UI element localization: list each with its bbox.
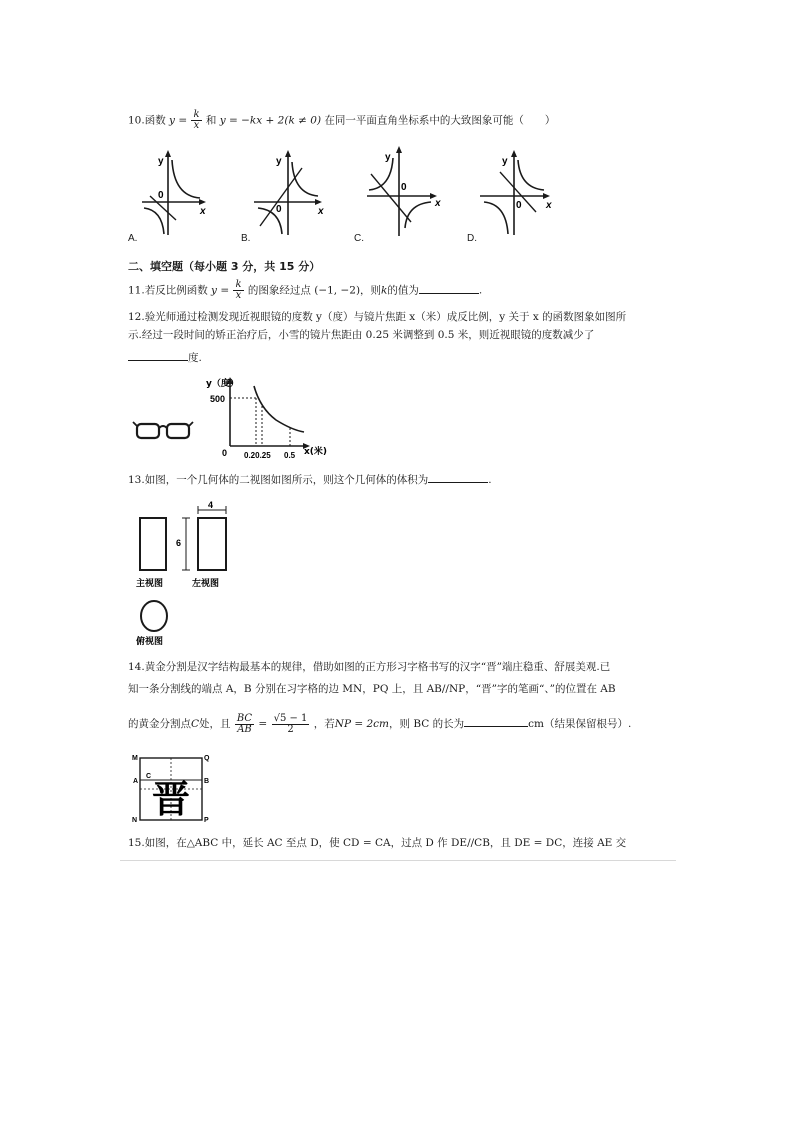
q14-label-m: M bbox=[132, 755, 138, 762]
q14-ratio-right-num: √5 − 1 bbox=[273, 712, 308, 724]
q14-ratio-left-num: BC bbox=[236, 712, 253, 724]
q11-fraction bbox=[233, 280, 243, 301]
q14-line2: 知一条分割线的端点 A，B 分别在习字格的边 MN，PQ 上，且 AB//NP，“晋”字的笔画“、”的位置在 AB bbox=[128, 683, 616, 695]
q10-prefix: 10.函数 bbox=[128, 114, 166, 127]
q13-three-views bbox=[134, 500, 244, 648]
q13-end: . bbox=[488, 474, 492, 486]
q14-label-n: N bbox=[132, 817, 138, 824]
q14-label-a: A bbox=[133, 778, 139, 785]
q12-graph-ylabel: y（度） bbox=[206, 379, 239, 389]
q14-ratio-left-den: AB bbox=[237, 723, 252, 735]
q10-func1-fraction bbox=[191, 110, 201, 131]
q10a-origin: 0 bbox=[158, 190, 164, 201]
q13-front-view-label: 主视图 bbox=[136, 579, 164, 589]
q10-option-d[interactable]: D. bbox=[467, 233, 477, 244]
q10a-y-label: y bbox=[158, 156, 164, 167]
q14-line1: 14.黄金分割是汉字结构最基本的规律，借助如图的正方形习字格书写的汉字“晋”端庄稳重、舒展美观.已 bbox=[128, 661, 611, 673]
q11-mid2: ，则 bbox=[360, 284, 382, 297]
q11-lhs: y = bbox=[211, 284, 230, 297]
q10-func2: y = −kx + 2(k ≠ 0) bbox=[219, 114, 322, 127]
q14-label-c: C bbox=[146, 773, 152, 780]
q14-label-p: P bbox=[204, 817, 209, 824]
q11-suffix: 的值为 bbox=[387, 284, 419, 297]
q11-den: x bbox=[235, 290, 242, 301]
q11-stem bbox=[128, 280, 482, 301]
glasses-icon bbox=[133, 418, 193, 442]
q10d-x-label: x bbox=[546, 200, 552, 211]
q14-mid: 处，且 bbox=[199, 718, 231, 730]
q12-end: 度. bbox=[188, 352, 202, 364]
q12-function-graph bbox=[200, 374, 340, 460]
q14-line3 bbox=[128, 712, 631, 736]
q14-point-c: C bbox=[191, 718, 200, 730]
q10-graph-d bbox=[478, 150, 558, 240]
q14-pre: 的黄金分割点 bbox=[128, 718, 191, 730]
q11-point: (−1, −2) bbox=[314, 284, 361, 297]
q12-graph-y500: 500 bbox=[210, 394, 226, 404]
q14-label-q: Q bbox=[204, 755, 210, 762]
q12-graph-xticks: 0.20.25 bbox=[244, 451, 271, 460]
q10d-origin: 0 bbox=[516, 200, 522, 211]
q10-option-c[interactable]: C. bbox=[354, 233, 364, 244]
q11-prefix: 11.若反比例函数 bbox=[128, 284, 208, 297]
q11-num: k bbox=[235, 279, 242, 290]
q14-eq: = bbox=[258, 718, 268, 730]
q10-and: 和 bbox=[205, 114, 217, 127]
q10c-origin: 0 bbox=[401, 182, 407, 193]
q12-answer-blank[interactable] bbox=[128, 350, 188, 361]
q10-stem bbox=[128, 110, 555, 131]
q11-end: . bbox=[478, 284, 483, 297]
q14-np: NP = 2cm bbox=[334, 718, 390, 730]
section-fill-in-title: 二、填空题（每小题 3 分，共 15 分） bbox=[128, 260, 321, 273]
q12-line3 bbox=[128, 350, 202, 365]
q13-dim-width: 4 bbox=[208, 500, 214, 510]
q14-character-grid bbox=[130, 752, 216, 824]
q12-graph-x05: 0.5 bbox=[284, 451, 296, 460]
q14-ratio-right-den: 2 bbox=[287, 723, 294, 735]
q14-mid2: ，若 bbox=[313, 718, 335, 730]
q13-answer-blank[interactable] bbox=[428, 472, 488, 483]
q10-graph-c bbox=[365, 142, 445, 240]
q10b-origin: 0 bbox=[276, 204, 282, 215]
q14-label-b: B bbox=[204, 778, 210, 785]
q10b-y-label: y bbox=[276, 156, 282, 167]
q12-line2: 示.经过一段时间的矫正治疗后，小雪的镜片焦距由 0.25 米调整到 0.5 米，则近视眼镜的度数减少了 bbox=[128, 329, 595, 341]
q12-line1: 12.验光师通过检测发现近视眼镜的度数 y（度）与镜片焦距 x（米）成反比例，y 关于 x 的函数图象如图所 bbox=[128, 311, 627, 323]
q11-answer-blank[interactable] bbox=[419, 283, 479, 294]
q13-text: 13.如图，一个几何体的二视图如图所示，则这个几何体的体积为 bbox=[128, 474, 429, 486]
q13-dim-height: 6 bbox=[176, 538, 182, 548]
page-divider bbox=[120, 860, 676, 861]
q10c-x-label: x bbox=[435, 198, 441, 209]
q10-func1-lhs: y = bbox=[169, 114, 188, 127]
q15-stem: 15.如图，在△ABC 中，延长 AC 至点 D，使 CD = CA，过点 D 作 DE//CB，且 DE = DC，连接 AE 交 bbox=[128, 837, 627, 849]
q10-option-a[interactable]: A. bbox=[128, 233, 138, 244]
q10c-y-label: y bbox=[385, 152, 391, 163]
q10d-y-label: y bbox=[502, 156, 508, 167]
q10-graph-b bbox=[252, 150, 327, 240]
q10-option-b[interactable]: B. bbox=[241, 233, 251, 244]
q14-mid3: ，则 BC 的长为 bbox=[389, 718, 465, 730]
q13-side-view-label: 左视图 bbox=[192, 579, 220, 589]
q10b-x-label: x bbox=[318, 206, 324, 217]
q13-top-view-label: 俯视图 bbox=[136, 637, 164, 647]
q10-graph-a bbox=[140, 150, 210, 240]
q12-graph-xlabel: x(米) bbox=[304, 447, 328, 457]
q14-character-jin: 晋 bbox=[152, 776, 191, 821]
q10-suffix: 在同一平面直角坐标系中的大致图象可能（ ） bbox=[324, 114, 556, 127]
q11-var: k bbox=[381, 284, 388, 297]
q14-ratio-left bbox=[235, 714, 254, 735]
q10-func1-num: k bbox=[193, 109, 200, 120]
q12-graph-origin: 0 bbox=[222, 448, 228, 458]
q13-stem bbox=[128, 472, 492, 487]
q11-mid: 的图象经过点 bbox=[247, 284, 311, 297]
q10a-x-label: x bbox=[200, 206, 206, 217]
q10-func1-den: x bbox=[193, 120, 200, 131]
q14-ratio-right bbox=[272, 714, 310, 735]
q14-answer-blank[interactable] bbox=[464, 716, 528, 727]
q14-end: cm（结果保留根号）. bbox=[528, 718, 632, 730]
